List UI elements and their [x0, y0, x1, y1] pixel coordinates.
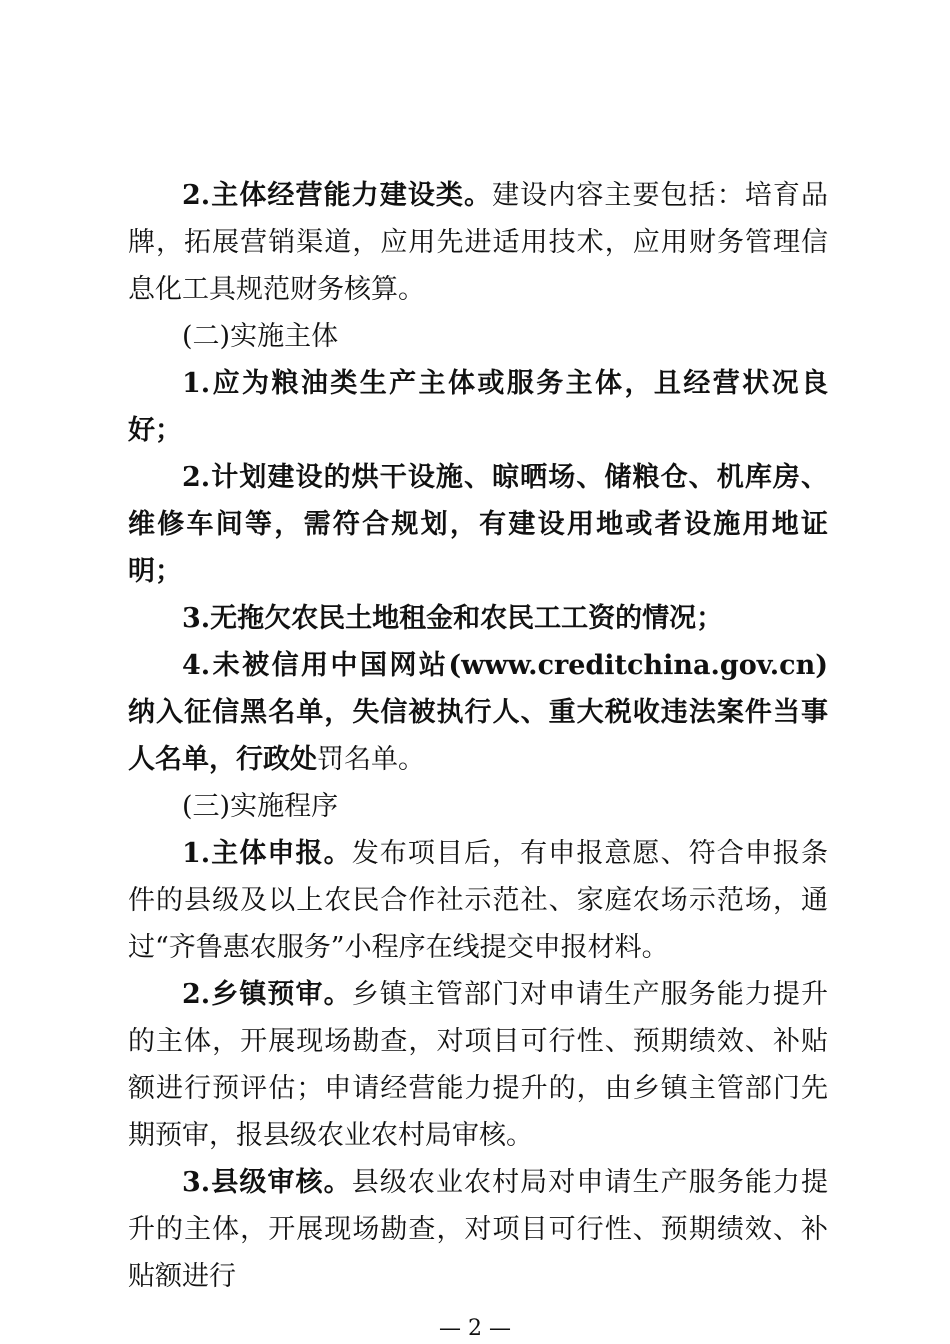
- paragraph-bold-text: 4.未被信用中国网站(www.creditchina.gov.cn)纳入征信黑名单，失信被执行人、重大税收违法案件当事人名单，行政处: [128, 650, 828, 775]
- paragraph-lead: 1.主体申报。: [182, 838, 352, 869]
- paragraph-text: 发布项目后，有申报意愿、符合申报条件的县级及以上农民合作社示范社、家庭农场示范场，通过“齐鲁惠农服务”小程序在线提交申报材料。: [128, 838, 829, 963]
- paragraph-requirement-4: [128, 642, 828, 783]
- paragraph-requirement-1: 1.应为粮油类生产主体或服务主体，且经营状况良好；: [128, 368, 828, 446]
- paragraph-text: 建设内容主要包括：培育品牌，拓展营销渠道，应用先进适用技术，应用财务管理信息化工具规范财务核算。: [128, 180, 828, 305]
- paragraph-requirement-3: 3.无拖欠农民土地租金和农民工工资的情况；: [182, 603, 724, 634]
- paragraph-text: 罚名单。: [317, 744, 425, 775]
- paragraph-lead: 2.乡镇预审。: [182, 979, 352, 1010]
- page-number: — 2 —: [439, 1316, 511, 1341]
- paragraph-requirement-2: 2.计划建设的烘干设施、晾晒场、储粮仓、机库房、维修车间等，需符合规划，有建设用地或者设施用地证明；: [128, 462, 828, 587]
- paragraph-procedure-1: [128, 830, 828, 971]
- paragraph-text: 乡镇主管部门对申请生产服务能力提升的主体，开展现场勘查，对项目可行性、预期绩效、补贴额进行预评估；申请经营能力提升的，由乡镇主管部门先期预审，报县级农业农村局审核。: [128, 979, 829, 1151]
- paragraph-lead: 2.主体经营能力建设类。: [182, 180, 493, 211]
- paragraph-operating-capacity: [128, 172, 828, 313]
- paragraph-procedure-2: [128, 971, 828, 1159]
- paragraph-text: 县级农业农村局对申请生产服务能力提升的主体，开展现场勘查，对项目可行性、预期绩效、补贴额进行: [128, 1167, 829, 1292]
- heading-implementation-procedure: (三)实施程序: [182, 791, 339, 822]
- paragraph-procedure-3: [128, 1159, 828, 1300]
- document-body: [128, 172, 828, 1300]
- heading-implementation-subject: (二)实施主体: [182, 321, 339, 352]
- paragraph-lead: 3.县级审核。: [182, 1167, 352, 1198]
